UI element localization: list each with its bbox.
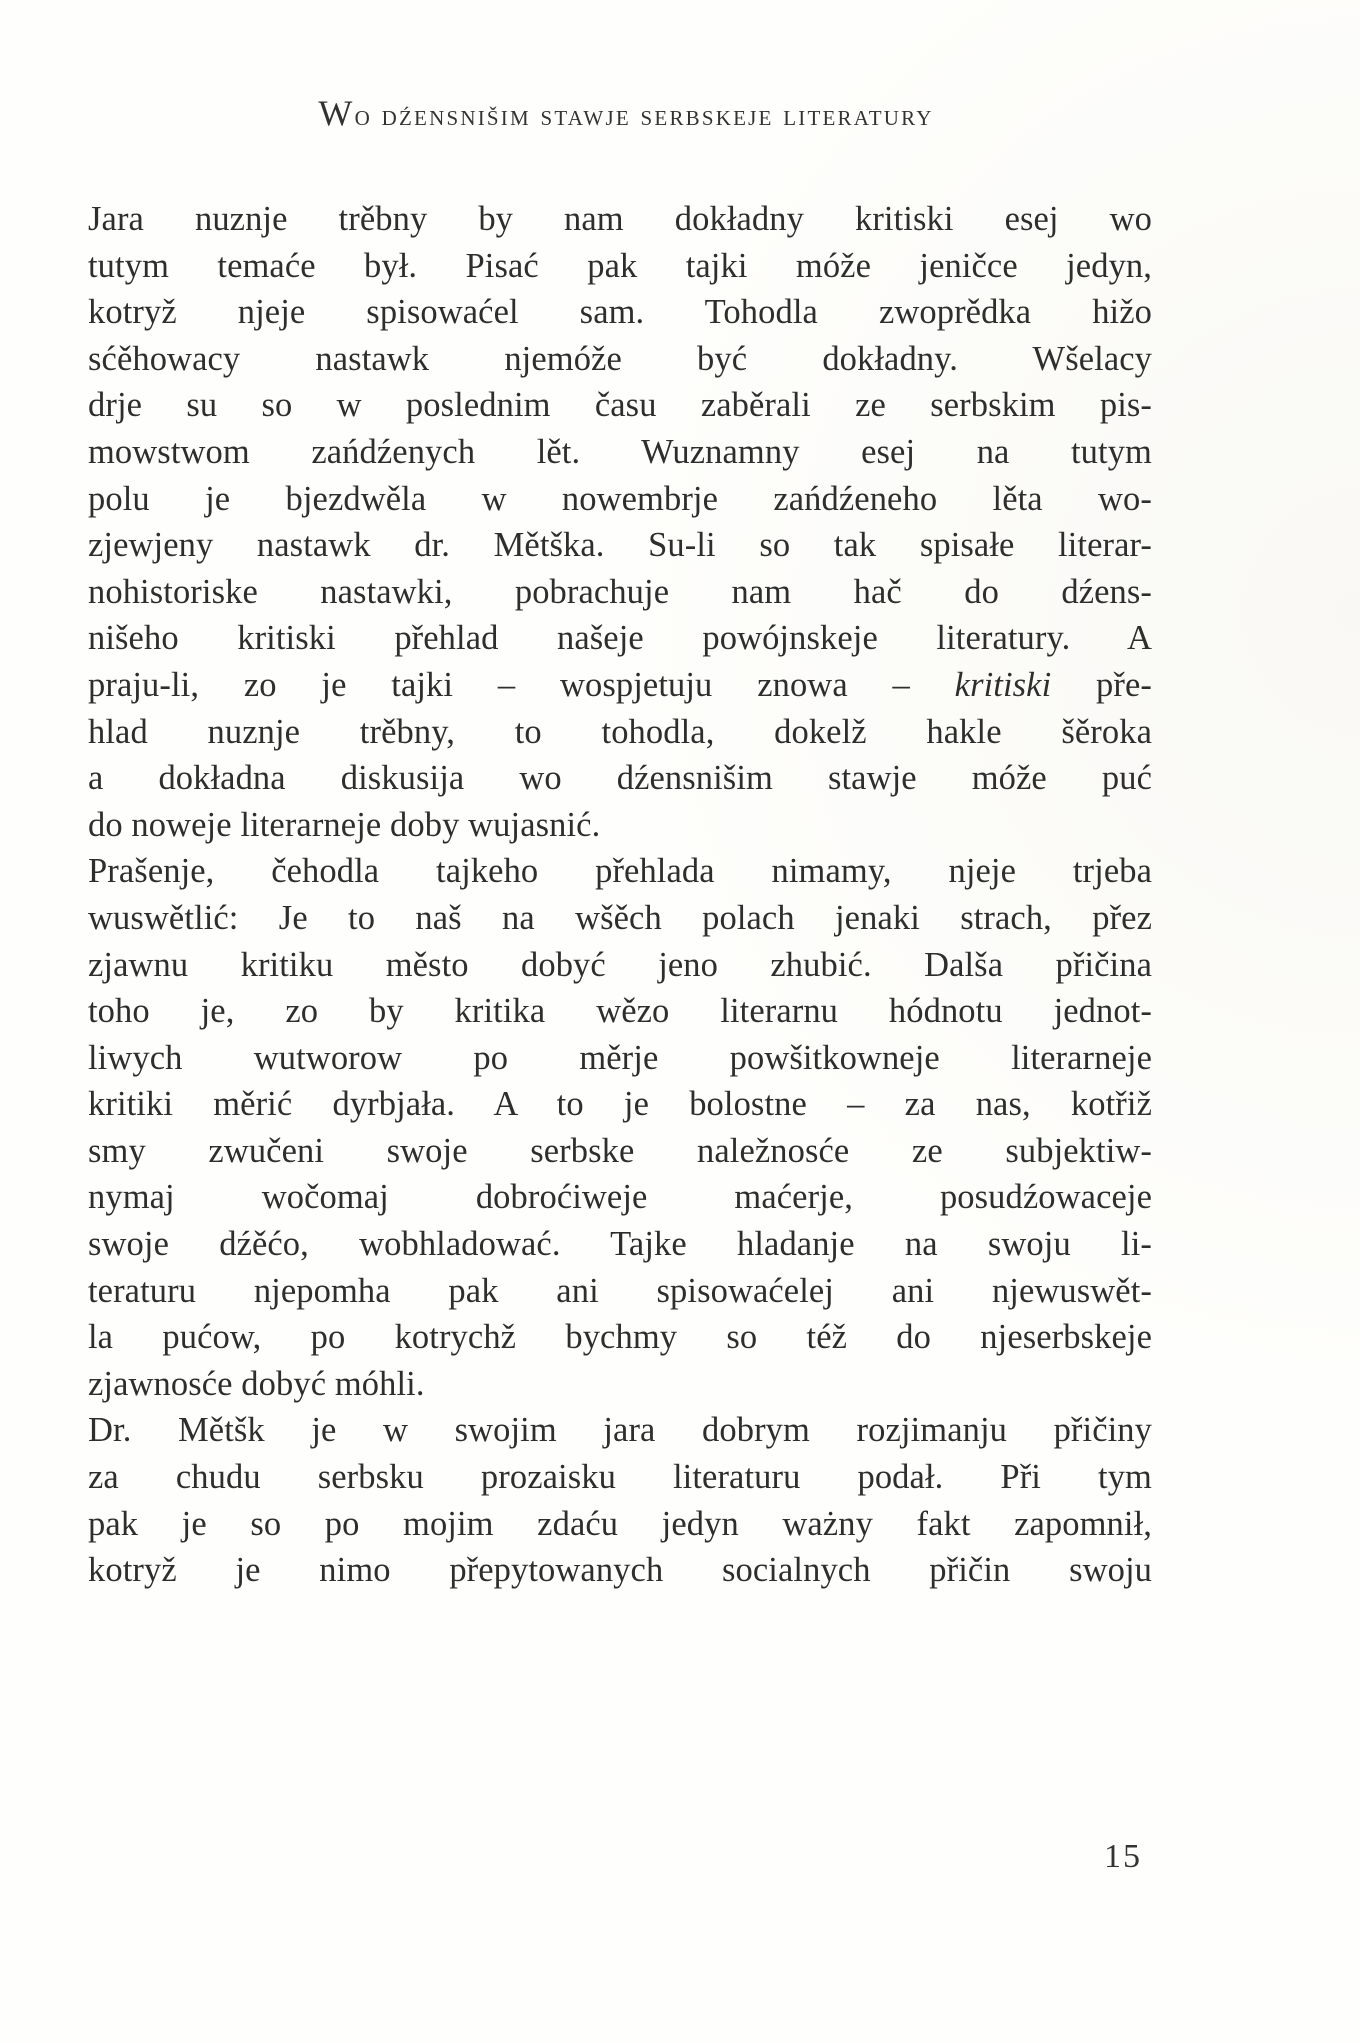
text-line: la pućow, po kotrychž bychmy so též do njeserbskeje	[88, 1318, 1152, 1357]
text-line: drje su so w poslednim času zaběrali ze serbskim pis-	[88, 386, 1152, 425]
text-line: teraturu njepomha pak ani spisowaćelej ani njewuswět-	[88, 1271, 1152, 1310]
text-line: liwych wutworow po měrje powšitkowneje literarneje	[88, 1038, 1152, 1077]
text-line: pak je so po mojim zdaću jedyn ważny fakt zapomnił,	[88, 1504, 1152, 1543]
running-head-text: o dźensnišim stawje serbskeje literatury	[354, 99, 934, 132]
paragraph-end-line: zjawnosće dobyć móhli.	[88, 1364, 425, 1403]
text-line: a dokładna diskusija wo dźensnišim stawje móže puć	[88, 759, 1152, 798]
text-line: Jara nuznje trěbny by nam dokładny kritiski esej wo	[88, 200, 1152, 238]
running-head-initial: W	[318, 93, 355, 133]
text-line: swoje dźěćo, wobhladować. Tajke hladanje na swoju li-	[88, 1225, 1152, 1264]
text-line: kritiki měrić dyrbjała. A to je bolostne – za nas, kotřiž	[88, 1085, 1152, 1124]
text-line: zjawnu kritiku město dobyć jeno zhubić. Dalša přičina	[88, 945, 1152, 984]
text-line: Dr. Mětšk je w swojim jara dobrym rozjimanju přičiny	[88, 1411, 1152, 1450]
running-head	[100, 92, 1152, 134]
text-line: polu je bjezdwěla w nowembrje zańdźeneho lěta wo-	[88, 479, 1152, 518]
text-line-with-italic	[88, 662, 1152, 709]
text-line: zjewjeny nastawk dr. Mětška. Su-li so tak spisałe literar-	[88, 526, 1152, 565]
text-line: tutym temaće był. Pisać pak tajki móže jeničce jedyn,	[88, 246, 1152, 285]
page-number: 15	[1104, 1838, 1142, 1875]
text-line: nišeho kritiski přehlad našeje powójnskeje literatury. A	[88, 619, 1152, 658]
text-line: smy zwučeni swoje serbske naležnosće ze subjektiw-	[88, 1131, 1152, 1170]
body-text	[88, 196, 1152, 1594]
italic-emphasis: kritiski	[954, 665, 1052, 704]
text-segment: praju-li, zo je tajki – wospjetuju znowa –	[88, 665, 955, 704]
text-line: nohistoriske nastawki, pobrachuje nam hač do dźens-	[88, 572, 1152, 611]
text-line: za chudu serbsku prozaisku literaturu podał. Při tym	[88, 1458, 1152, 1497]
text-line: kotryž je nimo přepytowanych socialnych přičin swoju	[88, 1551, 1152, 1590]
text-line: sćěhowacy nastawk njemóže być dokładny. Wšelacy	[88, 339, 1152, 378]
text-line: mowstwom zańdźenych lět. Wuznamny esej na tutym	[88, 432, 1152, 471]
text-line: nymaj wočomaj dobroćiweje maćerje, posudźowaceje	[88, 1178, 1152, 1217]
text-line: wuswětlić: Je to naš na wšěch polach jenaki strach, přez	[88, 898, 1152, 937]
text-line: Prašenje, čehodla tajkeho přehlada nimamy, njeje trjeba	[88, 852, 1152, 891]
text-line: toho je, zo by kritika wězo literarnu hódnotu jednot-	[88, 992, 1152, 1031]
text-segment: pře-	[1051, 665, 1153, 704]
text-line: kotryž njeje spisowaćel sam. Tohodla zwoprědka hižo	[88, 293, 1152, 332]
paragraph-end-line: do noweje literarneje doby wujasnić.	[88, 805, 601, 844]
text-line: hlad nuznje trěbny, to tohodla, dokelž hakle šěroka	[88, 712, 1152, 751]
